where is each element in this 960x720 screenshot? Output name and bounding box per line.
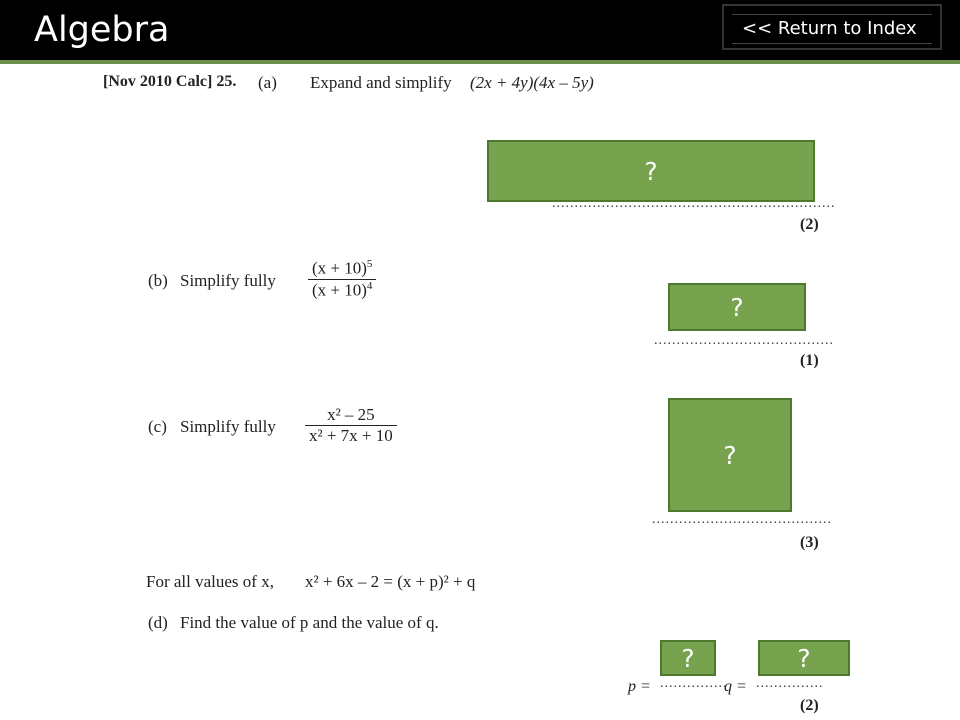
part-d-marks: (2) bbox=[800, 697, 819, 714]
q-answer-line: ............... bbox=[756, 676, 824, 691]
part-a-expression: (2x + 4y)(4x – 5y) bbox=[470, 73, 594, 92]
answer-b-line: ........................................ bbox=[654, 333, 834, 348]
answer-p-reveal-button[interactable]: ? bbox=[660, 640, 716, 676]
answer-b-reveal-button[interactable]: ? bbox=[668, 283, 806, 331]
answer-c-reveal-button[interactable]: ? bbox=[668, 398, 792, 512]
part-c-marks: (3) bbox=[800, 534, 819, 551]
part-a-instruction: Expand and simplify bbox=[310, 73, 452, 92]
answer-a-line: ............................................................... bbox=[552, 196, 836, 211]
stem-d-equation: x² + 6x – 2 = (x + p)² + q bbox=[305, 572, 476, 591]
part-b-denominator: $(x + 10)^4$ bbox=[308, 279, 376, 301]
stem-d-intro: For all values of x, bbox=[146, 572, 274, 591]
part-a-marks: (2) bbox=[800, 216, 819, 233]
part-b-label: (b) bbox=[148, 271, 168, 290]
return-to-index-button[interactable] bbox=[722, 4, 942, 50]
part-c-fraction bbox=[305, 405, 397, 446]
header-accent-line bbox=[0, 60, 960, 64]
answer-c-line: ........................................ bbox=[652, 512, 832, 527]
part-c-numerator: x² – 25 bbox=[327, 405, 375, 424]
page-title: Algebra bbox=[34, 10, 170, 50]
answer-q-reveal-button[interactable]: ? bbox=[758, 640, 850, 676]
part-c-denominator: x² + 7x + 10 bbox=[305, 425, 397, 446]
part-b-marks: (1) bbox=[800, 352, 819, 369]
q-label: q = bbox=[724, 678, 747, 695]
part-c-instruction: Simplify fully bbox=[180, 417, 276, 436]
p-label: p = bbox=[628, 678, 651, 695]
part-c-label: (c) bbox=[148, 417, 167, 436]
part-d-instruction: Find the value of p and the value of q. bbox=[180, 613, 439, 632]
part-a-label: (a) bbox=[258, 73, 277, 92]
part-b-numerator: $(x + 10)^5$ bbox=[312, 258, 373, 278]
part-b-fraction bbox=[308, 258, 376, 300]
question-source: [Nov 2010 Calc] 25. bbox=[103, 73, 237, 90]
part-d-label: (d) bbox=[148, 613, 168, 632]
return-button-label[interactable]: << Return to Index bbox=[742, 18, 917, 39]
part-b-instruction: Simplify fully bbox=[180, 271, 276, 290]
answer-a-reveal-button[interactable]: ? bbox=[487, 140, 815, 202]
p-answer-line: ............... bbox=[660, 676, 728, 691]
